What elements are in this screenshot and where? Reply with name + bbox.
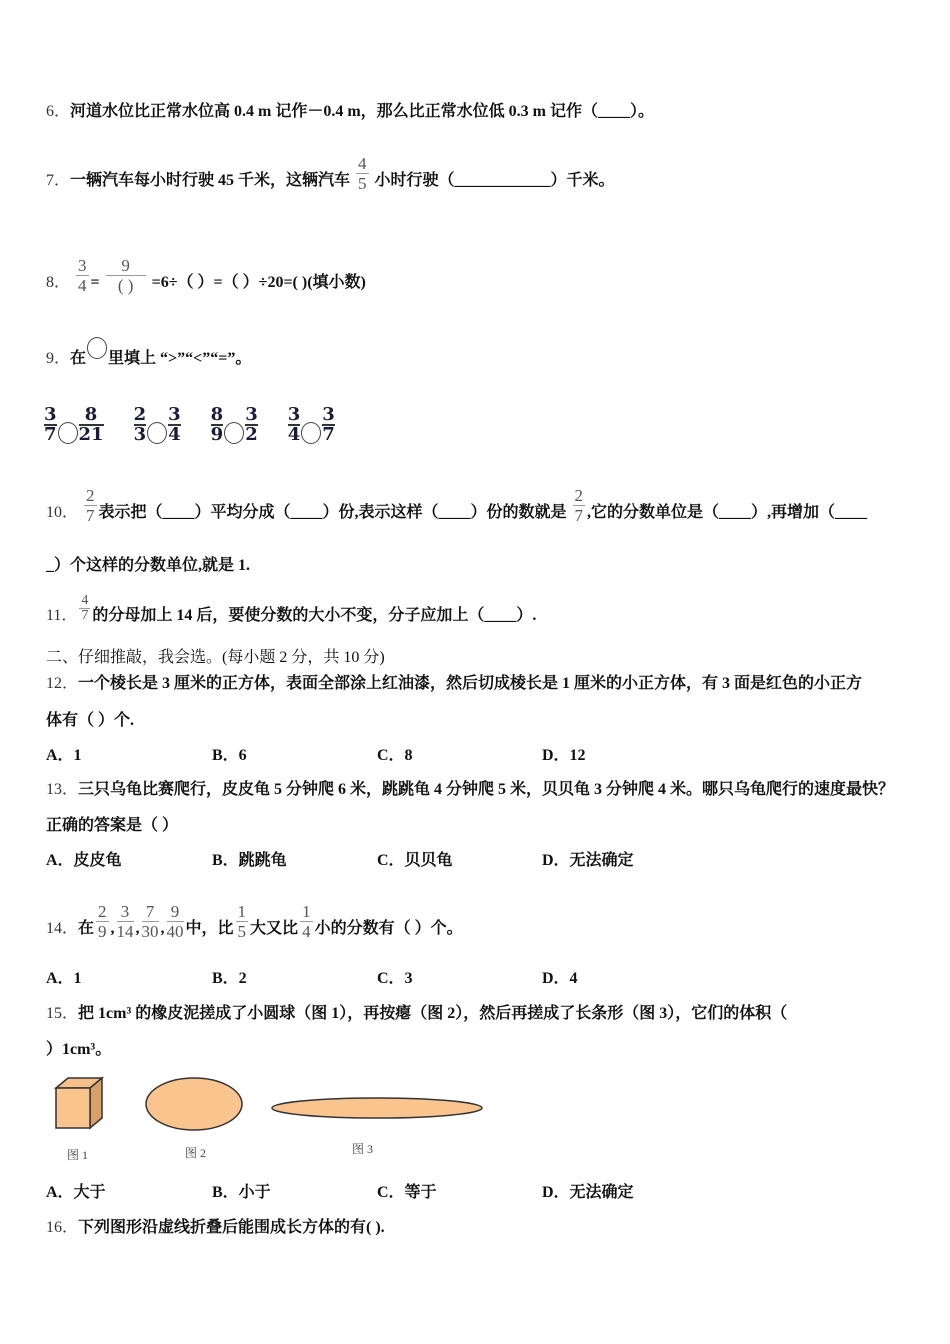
q14-text-c: 大又比 [250,920,299,938]
q7-text-b: 小时行驶（____________）千米。 [374,172,615,190]
comparison-pair [210,404,258,445]
q-number: 11． [46,607,78,625]
figure-caption-2: 图 2 [185,1146,207,1160]
q7-text-a: 一辆汽车每小时行驶 45 千米，这辆汽车 [70,172,351,190]
q14-text-b: 中，比 [185,920,234,938]
question-11 [46,593,537,631]
option-c[interactable]: C．3 [377,970,413,987]
fraction [168,406,181,444]
q11-text: 的分母加上 14 后，要使分数的大小不变，分子应加上（____）. [92,607,537,625]
denominator: 9 [98,922,107,941]
numerator: 7 [142,902,159,922]
numerator: 3 [78,256,87,275]
q9-text-a: 在 [70,350,87,367]
comparison-pair [133,404,181,445]
denominator: 7 [86,506,95,525]
denominator: 5 [237,922,247,941]
option-b[interactable]: B．小于 [212,1184,271,1201]
comparison-row [44,406,335,444]
denominator: 4 [302,922,311,941]
q15-text-2: ）1cm³。 [46,1041,112,1058]
denominator: 4 [168,424,181,445]
numerator: 9 [167,902,184,922]
q-number: 13． [46,781,79,798]
fraction [96,902,109,941]
figure-caption-1: 图 1 [67,1148,89,1162]
q14-text-d: 小的分数有（ ）个。 [314,920,463,938]
numerator: 3 [245,404,258,425]
q-number: 9． [46,350,71,367]
question-15 [46,1004,787,1024]
denominator: 4 [287,424,301,445]
option-c[interactable]: C．8 [377,747,413,764]
q10-text-b: ,它的分数单位是（____）,再增加（____ [587,504,868,522]
q13-text-2: 正确的答案是（ ） [46,817,179,834]
denominator: 5 [358,174,367,193]
numerator: 3 [322,404,335,425]
q13-text: 三只乌龟比赛爬行，皮皮龟 5 分钟爬 6 米，跳跳龟 4 分钟爬 5 米，贝贝龟 3 分钟爬 4 米。哪只乌龟爬行的速度最快？ [78,781,895,798]
numerator: 8 [210,404,224,425]
q8-text: =6÷（ ）=（ ）÷20=( )(填小数) [151,274,366,292]
q-number: 14． [46,920,79,938]
numerator: 8 [79,406,104,426]
question-14 [46,902,463,949]
fraction [356,154,369,193]
fraction [573,486,586,525]
fraction [134,406,147,444]
question-12 [46,674,862,694]
fraction [211,406,224,444]
denominator: 3 [133,424,147,445]
fraction [142,902,159,941]
option-b[interactable]: B．2 [212,970,247,987]
fraction [322,406,335,444]
option-a[interactable]: A．1 [46,747,82,764]
numerator: 2 [98,902,107,921]
q-number: 6． [46,103,71,120]
option-d[interactable]: D．4 [542,970,578,987]
q9-text-b: 里填上 “>”“<”“=”。 [108,350,252,367]
question-7 [46,154,615,201]
option-a[interactable]: A．皮皮龟 [46,852,122,869]
q-number: 7． [46,172,71,190]
numerator: 3 [44,404,57,425]
denominator: 7 [574,506,584,525]
cube-figure [56,1078,102,1128]
option-d[interactable]: D．无法确定 [542,852,634,869]
fraction [44,406,57,444]
fraction [79,406,104,444]
numerator: 2 [574,486,584,505]
option-a[interactable]: A．大于 [46,1184,106,1201]
circle-icon [87,337,107,359]
denominator: 21 [78,424,104,445]
q14-text-a: 在 [78,920,95,938]
q-number: 12． [46,675,79,692]
option-a[interactable]: A．1 [46,970,82,987]
denominator: 14 [116,922,134,941]
q15-text: 把 1cm³ 的橡皮泥搓成了小圆球（图 1），再按瘪（图 2），然后再搓成了长条形（图 3），它们的体积（ [78,1005,788,1022]
fraction [79,594,90,623]
denominator: 2 [245,424,258,445]
long-strip-figure [272,1098,482,1118]
fraction [236,902,249,941]
compare-circle[interactable] [224,422,244,444]
q-number: 15． [46,1005,79,1022]
option-b[interactable]: B．6 [212,747,247,764]
denominator: 40 [166,922,184,941]
option-d[interactable]: D．无法确定 [542,1184,634,1201]
denominator: 7 [44,424,57,445]
denominator: 4 [78,276,87,295]
separator: , [110,920,115,938]
q12-text: 一个棱长是 3 厘米的正方体，表面全部涂上红油漆，然后切成棱长是 1 厘米的小正方体，有 3 面是红色的小正方 [78,675,863,692]
q10-text-a: 表示把（____）平均分成（____）份,表示这样（____）份的数就是 [98,504,567,522]
numerator: 4 [81,593,89,608]
denominator: 9 [210,424,224,445]
fraction [288,406,301,444]
fraction [106,256,146,295]
section-heading: 二、仔细推敲，我会选。(每小题 2 分，共 10 分) [46,649,385,666]
numerator: 1 [237,902,247,921]
q12-text-2: 体有（ ）个. [46,712,135,729]
numerator: 3 [117,902,134,922]
denominator: 30 [141,922,159,941]
fraction [245,406,258,444]
numerator: 2 [86,486,95,505]
question-16 [46,1218,385,1238]
question-9 [46,347,251,369]
fraction [167,902,184,941]
comparison-pair [287,404,335,445]
q10-text-c: _）个这样的分数单位,就是 1. [46,557,251,574]
clay-figures [50,1074,490,1136]
numerator: 3 [287,404,301,425]
question-13 [46,780,894,800]
option-c[interactable]: C．贝贝龟 [377,852,453,869]
denominator: 7 [322,424,335,445]
q16-text: 下列图形沿虚线折叠后能围成长方体的有( ). [78,1219,385,1236]
option-d[interactable]: D．12 [542,747,586,764]
fraction [84,486,97,525]
fraction [76,256,89,295]
q6-text: 河道水位比正常水位高 0.4 m 记作－0.4 m，那么比正常水位低 0.3 m 记作（____）。 [70,103,655,120]
option-b[interactable]: B．跳跳龟 [212,852,287,869]
separator: , [135,920,140,938]
numerator: 1 [302,902,311,921]
option-c[interactable]: C．等于 [377,1184,437,1201]
numerator: 2 [133,404,147,425]
q-number: 16． [46,1219,79,1236]
q-number: 10． [46,504,79,522]
compare-circle[interactable] [301,422,321,444]
question-8 [46,256,366,303]
denominator: ( ) [117,276,134,295]
figure-caption-3: 图 3 [352,1142,374,1156]
equals: = [90,274,100,292]
question-6 [46,102,654,122]
comparison-pair [44,404,104,445]
flattened-ball-figure [146,1078,242,1130]
compare-circle[interactable] [58,422,78,444]
compare-circle[interactable] [147,422,167,444]
separator: , [160,920,165,938]
numerator: 3 [168,404,181,425]
denominator: 7 [81,608,89,623]
numerator: 4 [358,154,367,173]
fraction [117,902,134,941]
numerator: 9 [106,256,146,276]
question-10 [46,486,868,533]
q-number: 8． [46,274,71,292]
fraction [300,902,313,941]
